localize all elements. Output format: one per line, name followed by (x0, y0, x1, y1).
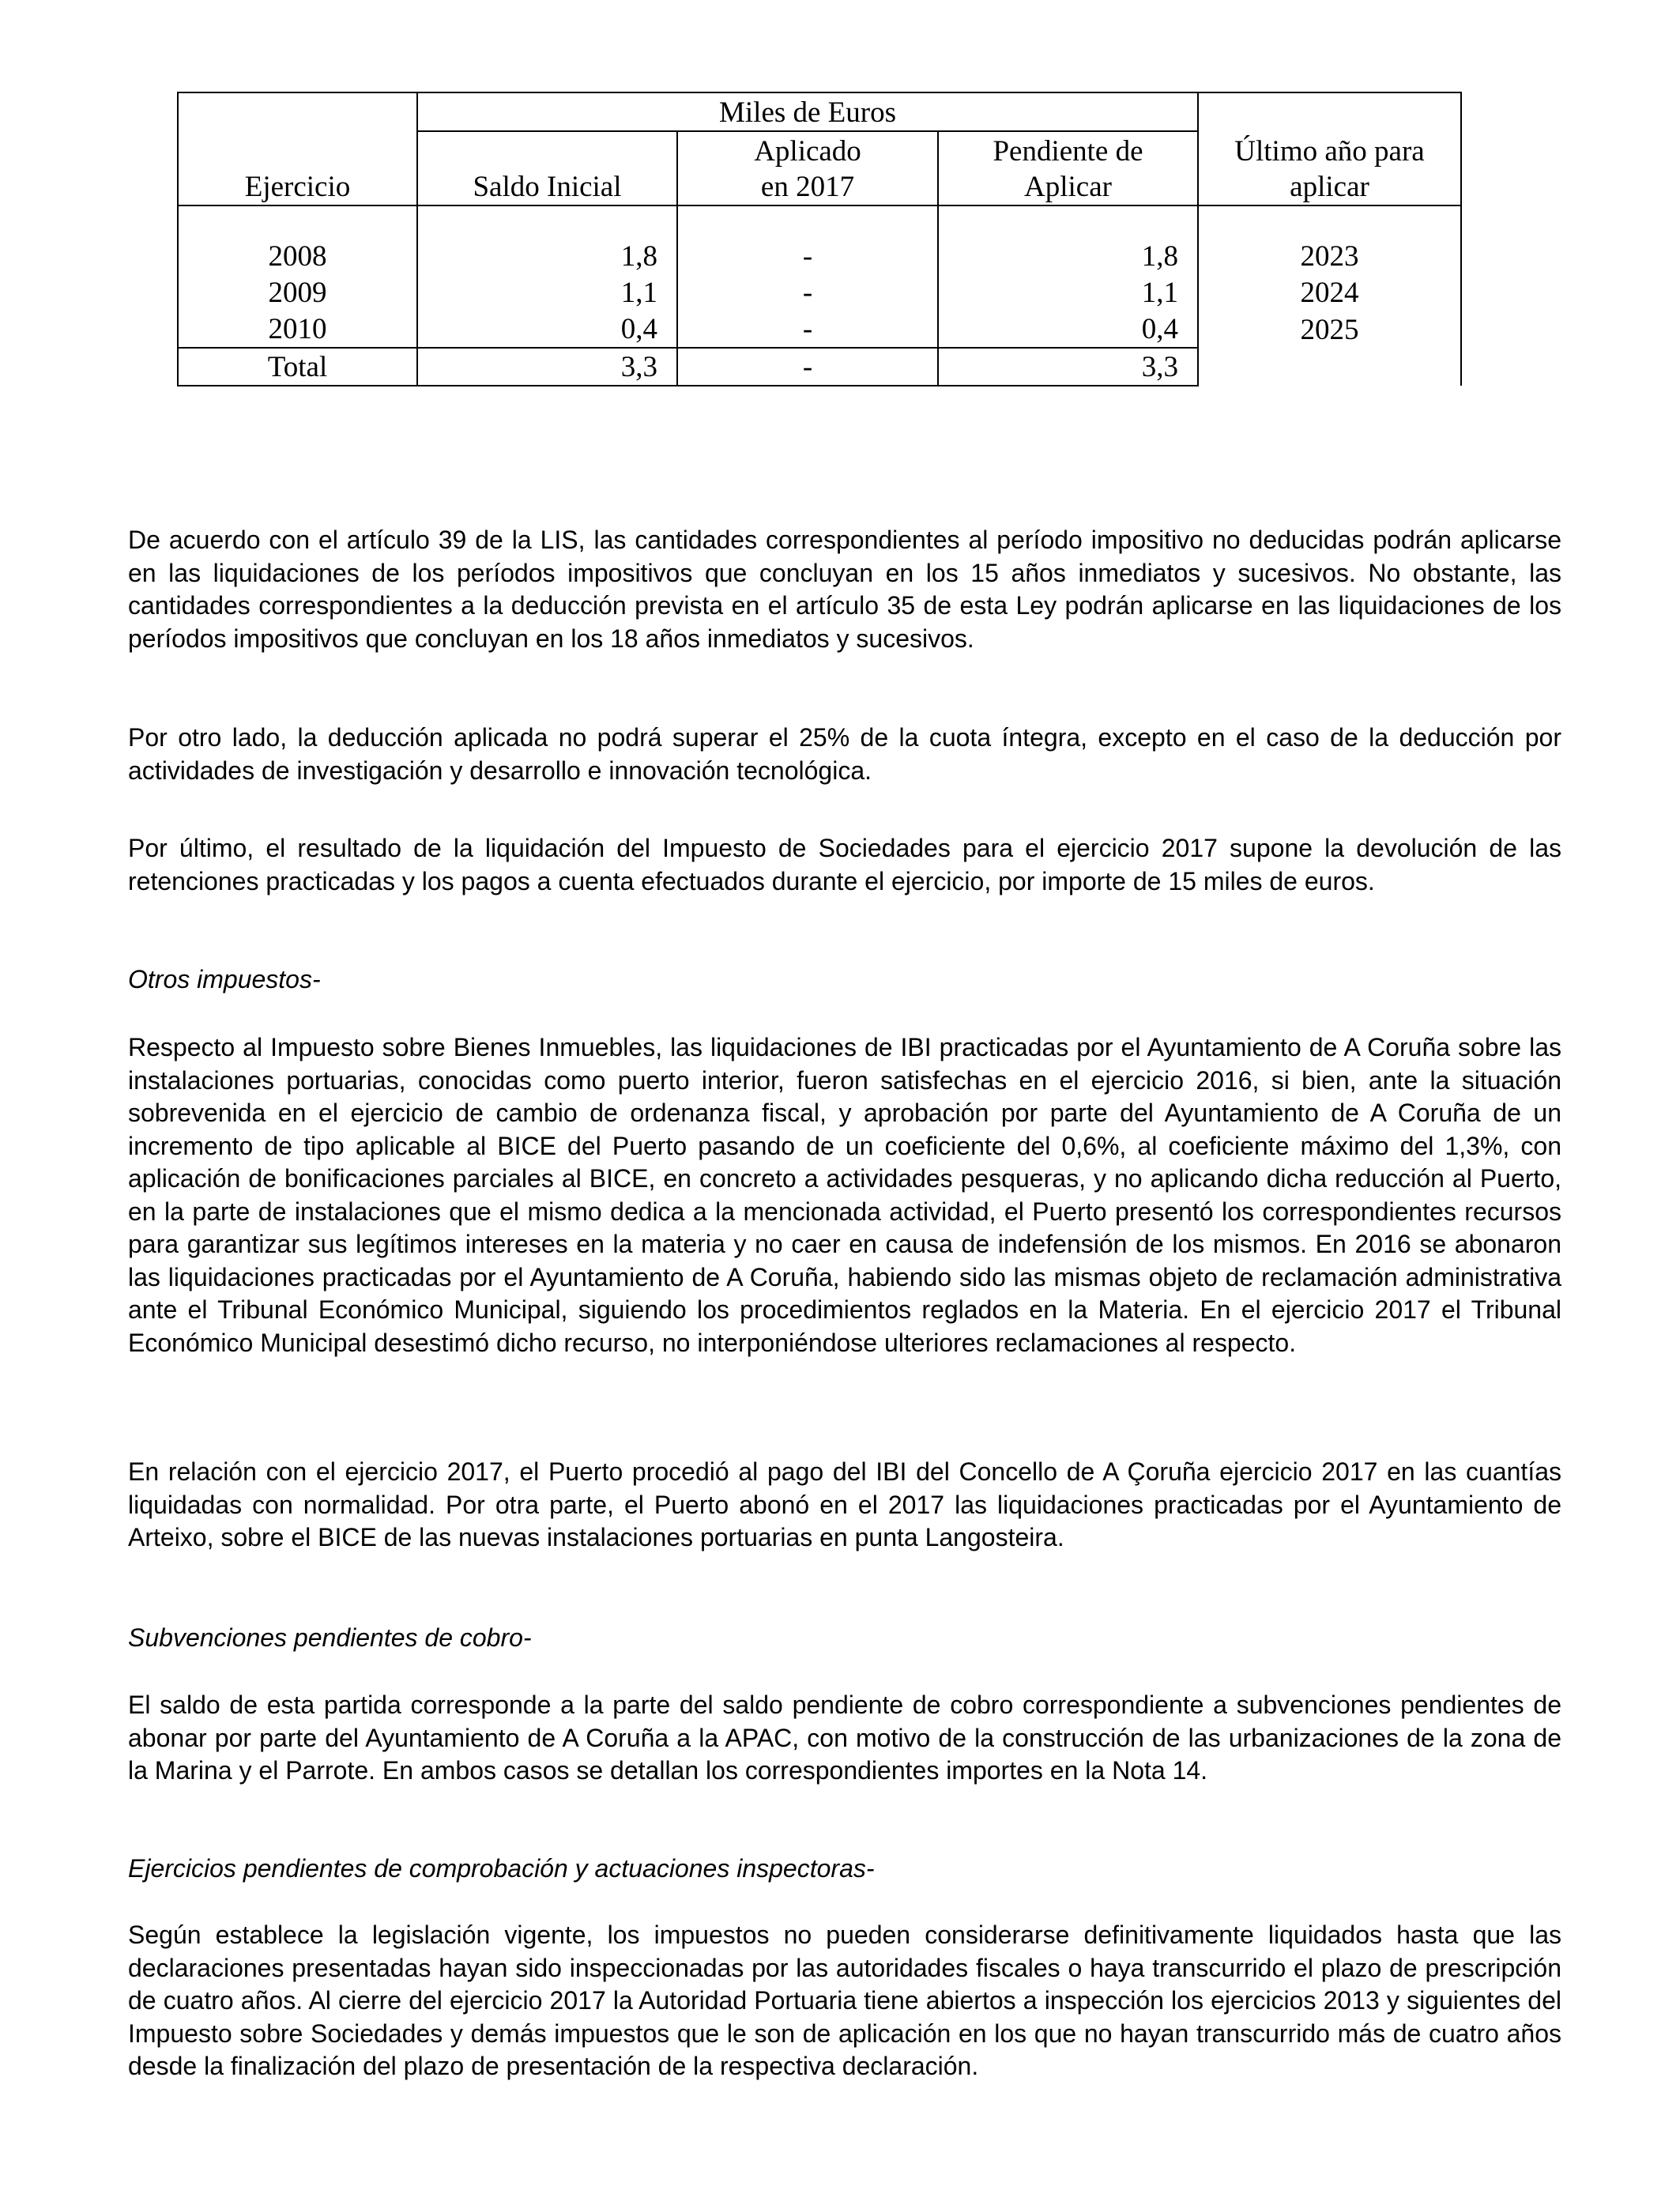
cell-saldo: 1,1 (417, 274, 677, 311)
cell-ejercicio: 2010 (178, 311, 417, 348)
cell-aplicado: - (677, 238, 938, 274)
heading-subvenciones: Subvenciones pendientes de cobro- (128, 1623, 532, 1652)
heading-otros-impuestos: Otros impuestos- (128, 965, 321, 993)
header-ultimo-ano (1198, 131, 1461, 205)
header-ultimo-line2: aplicar (1290, 171, 1369, 203)
paragraph-ibi: Respecto al Impuesto sobre Bienes Inmuebles, las liquidaciones de IBI practicadas por el Ayuntamiento de A Coruña sobre las instalaciones portuarias, conocidas como puerto interior, fueron satisfechas en el ejercicio 2016, si bien, ante la situación sobrevenida en el ejercicio de cambio de ordenanza fiscal, y aprobación por parte del Ayuntamiento de A Coruña de un incremento de tipo aplicable al BICE del Puerto pasando de un coeficiente del 0,6%, al coeficiente máximo del 1,3%, con aplicación de bonificaciones parciales al BICE, en concreto a actividades pesqueras, y no aplicando dicha reducción al Puerto, en la parte de instalaciones que el mismo dedica a la mencionada actividad, el Puerto presentó los correspondientes recursos para garantizar sus legítimos intereses en la materia y no caer en causa de indefensión de los mismos. En 2016 se abonaron las liquidaciones practicadas por el Ayuntamiento de A Coruña, habiendo sido las mismas objeto de reclamación administrativa ante el Tribunal Económico Municipal, siguiendo los procedimientos reglados en la Materia. En el ejercicio 2017 el Tribunal Económico Municipal desestimó dicho recurso, no interponiéndose ulteriores reclamaciones al respecto. (128, 1033, 1561, 1357)
cell-ultimo: 2024 (1198, 274, 1461, 311)
paragraph-ibi-2017: En relación con el ejercicio 2017, el Puerto procedió al pago del IBI del Concello de A Çoruña ejercicio 2017 en las cuantías liquidadas con normalidad. Por otra parte, el Puerto abonó en el 2017 las liquidaciones practicadas por el Ayuntamiento de Arteixo, sobre el BICE de las nuevas instalaciones portuarias en punta Langosteira. (128, 1457, 1561, 1551)
cell-pendiente: 0,4 (938, 311, 1198, 348)
header-pendiente-line2: Aplicar (1024, 171, 1112, 203)
paragraph-limite-deduccion: Por otro lado, la deducción aplicada no podrá superar el 25% de la cuota íntegra, excepto en el caso de la deducción por actividades de investigación y desarrollo e innovación tecnológica. (128, 723, 1561, 785)
cell-saldo: 1,8 (417, 238, 677, 274)
table-row (178, 274, 1461, 311)
paragraph-subvenciones: El saldo de esta partida corresponde a la parte del saldo pendiente de cobro correspondiente a subvenciones pendientes de abonar por parte del Ayuntamiento de A Coruña a la APAC, con motivo de la construcción de las urbanizaciones de la zona de la Marina y el Parrote. En ambos casos se detallan los correspondientes importes en la Nota 14. (128, 1691, 1561, 1785)
cell-total-pendiente: 3,3 (938, 348, 1198, 386)
table-row (178, 311, 1461, 348)
header-ejercicio: Ejercicio (178, 131, 417, 205)
cell-saldo: 0,4 (417, 311, 677, 348)
header-aplicado (677, 131, 938, 205)
cell-total-aplicado: - (677, 348, 938, 386)
cell-ultimo: 2025 (1198, 311, 1461, 348)
cell-pendiente: 1,8 (938, 238, 1198, 274)
group-header-miles-de-euros: Miles de Euros (417, 92, 1198, 131)
header-aplicado-line2: en 2017 (760, 171, 855, 203)
table-corner-cell (178, 92, 417, 131)
table-row (178, 238, 1461, 274)
header-pendiente-line1: Pendiente de (993, 135, 1143, 168)
cell-aplicado: - (677, 311, 938, 348)
cell-total-label: Total (178, 348, 417, 386)
paragraph-ejercicios-pendientes: Según establece la legislación vigente, los impuestos no pueden considerarse definitivamente liquidados hasta que las declaraciones presentadas hayan sido inspeccionadas por las autoridades fiscales o haya transcurrido el plazo de prescripción de cuatro años. Al cierre del ejercicio 2017 la Autoridad Portuaria tiene abiertos a inspección los ejercicios 2013 y siguientes del Impuesto sobre Sociedades y demás impuestos que le son de aplicación en los que no hayan transcurrido más de cuatro años desde la finalización del plazo de presentación de la respectiva declaración. (128, 1921, 1561, 2080)
paragraph-articulo-39: De acuerdo con el artículo 39 de la LIS, las cantidades correspondientes al período impositivo no deducidas podrán aplicarse en las liquidaciones de los períodos impositivos que concluyan en los 15 años inmediatos y sucesivos. No obstante, las cantidades correspondientes a la deducción prevista en el artículo 35 de esta Ley podrán aplicarse en las liquidaciones de los períodos impositivos que concluyan en los 18 años inmediatos y sucesivos. (128, 526, 1561, 653)
header-ultimo-line1: Último año para (1234, 135, 1425, 168)
cell-ejercicio: 2008 (178, 238, 417, 274)
table-corner-cell-right (1198, 92, 1461, 131)
paragraph-resultado-liquidacion: Por último, el resultado de la liquidación del Impuesto de Sociedades para el ejercicio 2017 supone la devolución de las retenciones practicadas y los pagos a cuenta efectuados durante el ejercicio, por importe de 15 miles de euros. (128, 834, 1561, 895)
header-aplicado-line1: Aplicado (754, 135, 861, 168)
header-pendiente (938, 131, 1198, 205)
deductions-table (177, 92, 1462, 386)
cell-pendiente: 1,1 (938, 274, 1198, 311)
table-total-row (178, 348, 1461, 386)
cell-total-saldo: 3,3 (417, 348, 677, 386)
header-saldo-inicial: Saldo Inicial (417, 131, 677, 205)
cell-total-empty (1198, 348, 1461, 386)
cell-ultimo: 2023 (1198, 238, 1461, 274)
heading-ejercicios-pendientes: Ejercicios pendientes de comprobación y actuaciones inspectoras- (128, 1854, 875, 1883)
cell-aplicado: - (677, 274, 938, 311)
cell-ejercicio: 2009 (178, 274, 417, 311)
